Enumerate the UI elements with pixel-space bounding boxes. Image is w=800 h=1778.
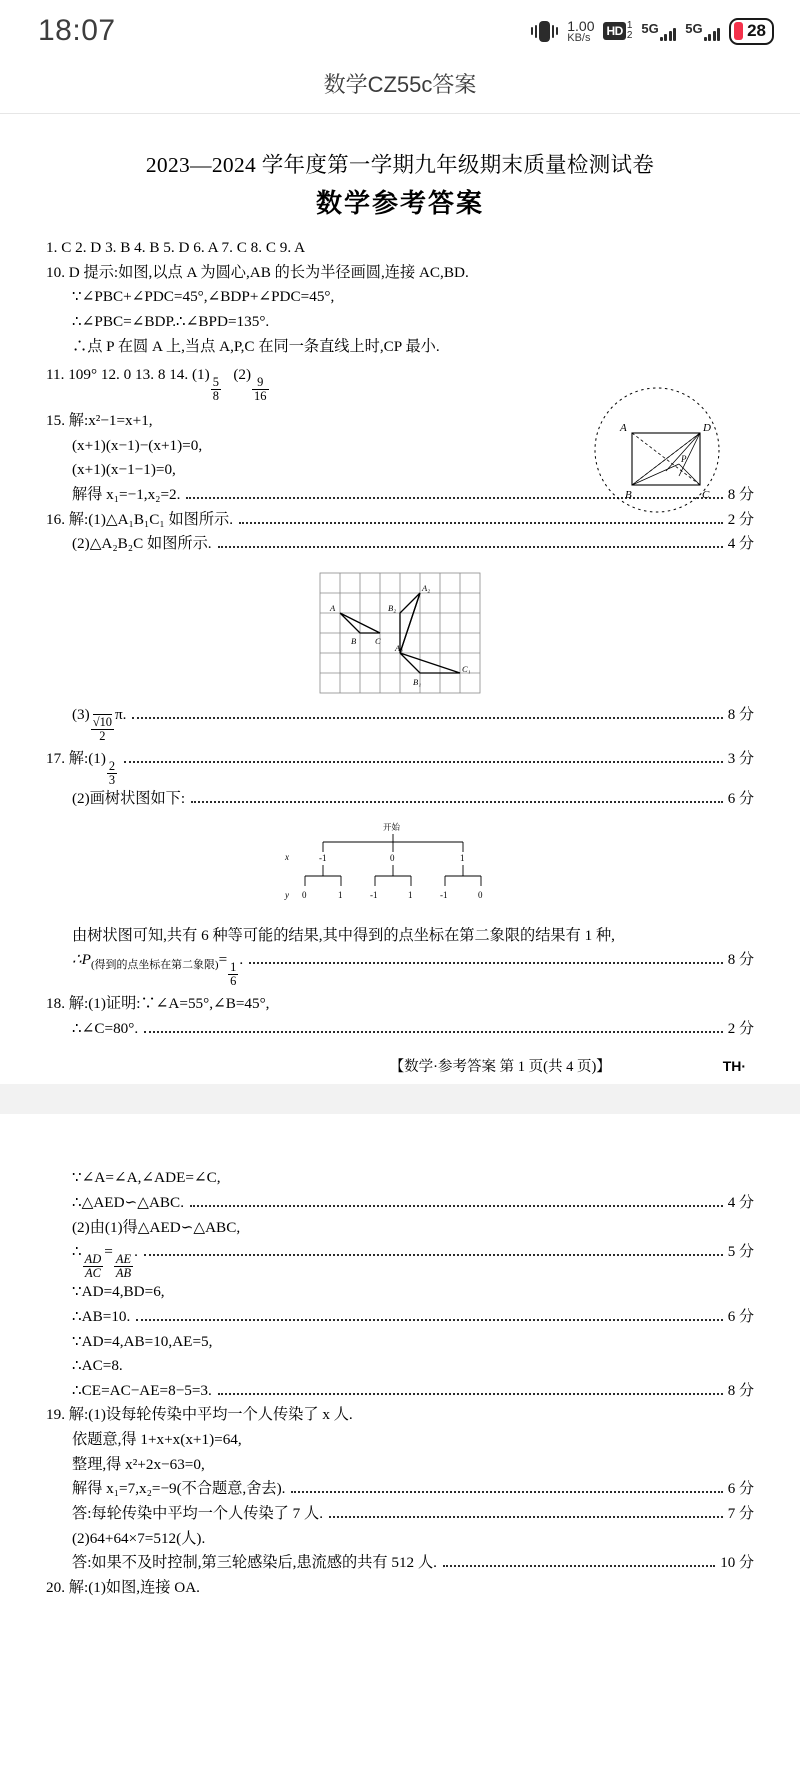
dot-leader (132, 717, 722, 719)
q17-line-1-text (46, 747, 118, 787)
dot-leader (191, 801, 723, 803)
figure-q16 (46, 565, 754, 697)
fill-frac2-den: 16 (254, 389, 267, 404)
p2-line-4 (46, 1240, 754, 1280)
q16-denom: 2 (99, 728, 106, 743)
dot-leader (218, 546, 723, 548)
p2-line-1: ∵∠A=∠A,∠ADE=∠C, (72, 1169, 221, 1187)
figure-q10-svg (575, 376, 750, 526)
hd-sim-1: 1 (626, 20, 633, 31)
fill-blank-mid: (2) (233, 366, 252, 384)
dot-leader (443, 1565, 715, 1567)
q19-line-5 (46, 1502, 754, 1527)
svg-text:A: A (330, 602, 336, 613)
svg-text:B: B (351, 635, 357, 646)
q20-line-1: 20. 解:(1)如图,连接 OA. (46, 1578, 200, 1596)
dot-leader (291, 1491, 722, 1493)
signal-bars-icon (660, 28, 677, 41)
q19-line-4 (46, 1477, 754, 1502)
q10-line-2: ∵∠PBC+∠PDC=45°,∠BDP+∠PDC=45°, (72, 288, 335, 306)
q15-line-3: (x+1)(x−1−1)=0, (72, 461, 176, 479)
q16-points-1: 2 分 (727, 511, 754, 528)
q18-line-1: 18. 解:(1)证明:∵∠A=55°,∠B=45°, (46, 995, 270, 1013)
hd-label: HD (603, 22, 625, 40)
page-footer-row (46, 1055, 754, 1076)
q10-line-1: 10. D 提示:如图,以点 A 为圆心,AB 的长为半径画圆,连接 AC,BD. (46, 263, 469, 281)
fill-frac1-den: 8 (212, 389, 219, 404)
p2-points-2: 5 分 (727, 1244, 754, 1261)
signal-sim1 (641, 22, 676, 41)
q15-points: 8 分 (727, 487, 754, 503)
q15-line-4-text: 解得 x₁=−1,x₂=2. (72, 486, 181, 503)
svg-text:x: x (285, 851, 289, 862)
battery-fill-icon (734, 22, 743, 40)
exam-title: 2023—2024 学年度第一学期九年级期末质量检测试卷 (145, 153, 655, 177)
p2-frac2-den: AB (115, 1266, 132, 1281)
network-speed-value: 1.00 (567, 17, 595, 34)
q16-points-2: 4 分 (727, 536, 754, 553)
q19-line-1: 19. 解:(1)设每轮传染中平均一个人传染了 x 人. (46, 1406, 353, 1424)
volte-hd-icon (603, 21, 632, 41)
svg-text:-1: -1 (370, 889, 378, 900)
p2-l4-prefix: ∴ (72, 1243, 82, 1261)
q19-points-1: 6 分 (727, 1481, 754, 1498)
vibrate-icon (531, 21, 558, 42)
svg-text:1: 1 (408, 889, 413, 900)
q16-l3-prefix: (3) (72, 705, 90, 723)
q17-line-4 (46, 948, 754, 988)
hd-sim-2: 2 (626, 30, 633, 41)
q17-l4-end: . (239, 951, 244, 969)
p2-line-4-text (72, 1240, 138, 1280)
q17-frac-den: 3 (108, 772, 116, 787)
page-footer-text: 【数学·参考答案 第 1 页(共 4 页)】 (389, 1059, 611, 1076)
p2-points-3: 6 分 (727, 1308, 754, 1325)
fill-frac-2 (252, 376, 268, 403)
q17-points-2: 6 分 (727, 790, 754, 807)
figure-q17-svg (275, 820, 525, 920)
q19-line-5-text: 答:每轮传染中平均一个人传染了 7 人. (72, 1504, 324, 1522)
dot-leader (218, 1393, 723, 1395)
svg-text:0: 0 (302, 889, 307, 900)
q19-line-7-text: 答:如果不及时控制,第三轮感染后,患流感的共有 512 人. (72, 1554, 437, 1572)
figure-q17 (46, 820, 754, 920)
fill-frac1-num: 5 (212, 374, 219, 389)
battery-percent: 28 (747, 21, 766, 40)
svg-text:y: y (285, 889, 289, 900)
svg-text:P: P (681, 454, 687, 464)
q10-line-3: ∴∠PBC=∠BDP.∴∠BPD=135°. (72, 312, 270, 330)
fill-blank-prefix: 11. 109° 12. 0 13. 8 14. (1) (46, 366, 210, 384)
q17-line-1 (46, 747, 754, 787)
q16-l3-suffix: π. (115, 705, 127, 723)
svg-text:1: 1 (338, 889, 343, 900)
q19-line-2: 依题意,得 1+x+x(x+1)=64, (72, 1431, 242, 1448)
sim1-network-label: 5G (641, 20, 659, 36)
q10-line-4: ∴点 P 在圆 A 上,当点 A,P,C 在同一条直线上时,CP 最小. (72, 337, 440, 355)
dot-leader (144, 1031, 723, 1033)
q17-l4-subscript: (得到的点坐标在第二象限) (90, 959, 219, 972)
q17-l4-prefix: ∴P (72, 951, 91, 969)
dot-leader (124, 761, 723, 763)
q17-frac-num: 2 (108, 758, 116, 773)
choice-answers: 1. C 2. D 3. B 4. B 5. D 6. A 7. C 8. C 9. A (46, 239, 306, 256)
q17-points-1: 3 分 (727, 750, 754, 767)
q19-line-4-text: 解得 x₁=7,x₂=−9(不合题意,舍去). (72, 1480, 286, 1498)
q16-fraction (91, 716, 114, 743)
q16-radicand: 10 (99, 714, 113, 729)
p2-points-1: 4 分 (727, 1195, 754, 1211)
q17-fraction (107, 760, 117, 787)
q18-points-1: 2 分 (727, 1020, 754, 1037)
dot-leader (190, 1205, 723, 1207)
p2-line-9-text: ∴CE=AC−AE=8−5=3. (72, 1381, 212, 1399)
status-indicators (531, 18, 774, 45)
document-viewer[interactable] (0, 114, 800, 1608)
q16-points-3: 8 分 (727, 706, 754, 723)
p2-line-9 (46, 1379, 754, 1404)
svg-text:D: D (703, 422, 711, 434)
p2-frac1-den: AC (85, 1266, 101, 1281)
q17-line-2-text: (2)画树状图如下: (72, 789, 186, 807)
svg-text:C: C (702, 489, 710, 501)
q17-result-fraction (228, 961, 238, 988)
q19-points-2: 7 分 (727, 1505, 754, 1522)
q16-line-3 (46, 703, 754, 743)
document-page-2 (0, 1114, 800, 1608)
page-footer-code: TH· (722, 1057, 747, 1074)
svg-text:C: C (375, 635, 381, 646)
q17-result-den: 6 (230, 974, 237, 989)
p2-line-2 (46, 1191, 754, 1216)
figure-q10 (575, 376, 750, 531)
hd-sim-numbers (627, 21, 633, 41)
svg-text:A₂: A₂ (422, 582, 431, 593)
q16-line-2-text: (2)△A₂B₂C 如图所示. (72, 535, 212, 553)
status-clock: 18:07 (38, 14, 116, 47)
svg-text:A₁: A₁ (395, 642, 404, 653)
svg-text:A: A (620, 422, 627, 434)
sim2-network-label: 5G (685, 20, 703, 36)
svg-text:-1: -1 (440, 889, 448, 900)
q16-line-3-text (72, 703, 126, 743)
q17-line-3: 由树状图可知,共有 6 种等可能的结果,其中得到的点坐标在第二象限的结果有 1 种, (72, 926, 615, 944)
dot-leader (144, 1254, 723, 1256)
p2-line-6-text: ∴AB=10. (72, 1307, 131, 1325)
q19-points-3: 10 分 (720, 1555, 754, 1572)
p2-l4-end: . (134, 1243, 138, 1261)
q17-result-num: 1 (230, 959, 237, 974)
q19-line-3: 整理,得 x²+2x−63=0, (72, 1455, 205, 1473)
status-bar (0, 0, 800, 62)
network-speed-unit: KB/s (567, 31, 591, 44)
p2-line-5: ∵AD=4,BD=6, (72, 1283, 165, 1301)
svg-text:1: 1 (460, 852, 465, 863)
q19-line-6: (2)64+64×7=512(人). (72, 1529, 206, 1547)
q17-l1-prefix: 17. 解:(1) (46, 749, 106, 767)
q15-line-2: (x+1)(x−1)−(x+1)=0, (72, 436, 203, 454)
page-separator (0, 1084, 800, 1114)
tree-root-label: 开始 (383, 821, 401, 832)
q18-line-2-text: ∴∠C=80°. (72, 1019, 139, 1037)
p2-line-3: (2)由(1)得△AED∽△ABC, (72, 1218, 241, 1236)
p2-line-2-text: ∴△AED∽△ABC. (72, 1194, 184, 1211)
page-footer (46, 1055, 754, 1076)
q17-l4-equals: = (218, 951, 228, 969)
network-speed-indicator (567, 19, 594, 44)
q17-points-3: 8 分 (727, 952, 754, 969)
document-page-1 (0, 114, 800, 1084)
p2-fraction-2 (114, 1253, 133, 1280)
q17-line-2 (46, 787, 754, 812)
svg-text:0: 0 (478, 889, 483, 900)
p2-l4-equals: = (104, 1243, 113, 1261)
figure-q16-svg (310, 565, 490, 697)
fill-frac2-num: 9 (252, 376, 268, 390)
q18-line-2 (46, 1017, 754, 1042)
q16-sqrt: √10 (92, 714, 113, 729)
q17-line-4-text (72, 948, 243, 988)
q16-line-2 (46, 532, 754, 557)
svg-text:B: B (625, 489, 632, 501)
p2-line-6 (46, 1305, 754, 1330)
p2-frac2-num: AE (115, 1252, 132, 1267)
dot-leader (329, 1516, 723, 1518)
page-title: 数学CZ55c答案 (0, 62, 800, 114)
p2-line-8: ∴AC=8. (72, 1357, 123, 1375)
battery-indicator (729, 18, 774, 45)
svg-text:C₁: C₁ (462, 663, 471, 674)
svg-text:B₁: B₁ (413, 676, 422, 687)
svg-text:-1: -1 (319, 852, 327, 863)
p2-frac1-num: AD (84, 1252, 102, 1267)
svg-text:B₂: B₂ (388, 602, 397, 613)
signal-sim2 (685, 22, 720, 41)
signal-bars-icon (704, 28, 721, 41)
svg-text:0: 0 (390, 852, 395, 863)
document-subtitle: 数学参考答案 (315, 189, 484, 218)
dot-leader (249, 962, 723, 964)
q19-line-7 (46, 1551, 754, 1576)
fill-frac-1 (211, 376, 221, 403)
q16-line-1-text: 16. 解:(1)△A₁B₁C₁ 如图所示. (46, 510, 234, 528)
p2-fraction-1 (83, 1253, 104, 1280)
dot-leader (136, 1319, 722, 1321)
p2-line-7: ∵AD=4,AB=10,AE=5, (72, 1332, 213, 1350)
q15-line-1: 15. 解:x²−1=x+1, (46, 412, 153, 430)
p2-points-4: 8 分 (727, 1382, 754, 1399)
